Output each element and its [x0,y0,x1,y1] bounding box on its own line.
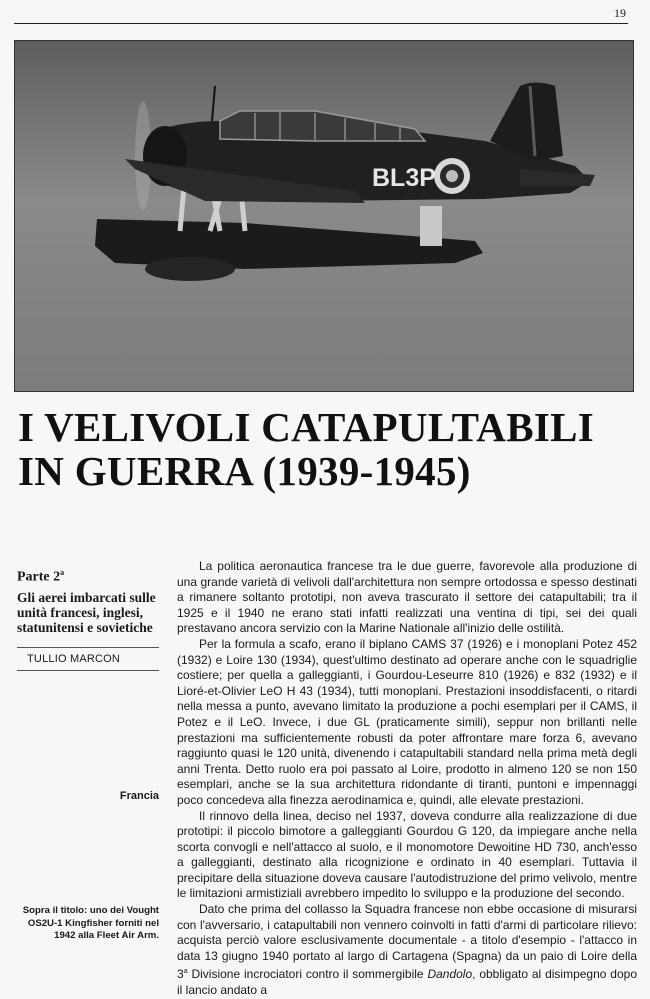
paragraph-1: La politica aeronautica francese tra le due guerre, favorevole alla produzione di una grande varietà di velivoli dall'architettura non sempre ortodossa e spesso destinati a rimanere soltanto prototipi, non aveva trascurato il settore dei catapultabili; tra il 1925 e il 1940 ne erano stati infatti realizzati una ventina di tipi, sei dei quali prestavano ancora servizio con la Marine Nationale all'inizio delle ostilità. [177,559,637,636]
paragraph-4-superscript: a [183,968,188,976]
aircraft-marking: BL3P [372,164,436,192]
paragraph-4-part-c: , obbligato al disimpegno dopo il lancio andato a [177,967,637,998]
title-line-2: IN GUERRA (1939-1945) [18,448,471,494]
paragraph-3: Il rinnovo della linea, deciso nel 1937, doveva condurre alla realizzazione di due prototipi: il piccolo bimotore a galleggianti Gourdou G 120, da impiegare anche nella scorta convogli e nell'attacco al suolo, e il monomotore Dewoitine HD 730, anch'esso a galleggianti, destinato alla ricognizione e ordinato in 40 esemplari. Tuttavia il precipitare della situazione doveva causare l'autodistruzione del primo velivolo, mentre le limitazioni armistiziali avrebbero impedito lo sviluppo e la produzione del secondo. [177,808,637,901]
part-text: Parte 2 [17,569,61,585]
aircraft-photo [14,40,634,392]
rear-strut [420,206,442,246]
photo-caption: Sopra il titolo: uno dei Vought OS2U-1 Kingfisher forniti nel 1942 alla Fleet Air Arm. [22,905,159,942]
author-byline: TULLIO MARCON [17,647,159,671]
sidebar [17,565,159,671]
subtitle: Gli aerei imbarcati sulle unità francesi, inglesi, statunitensi e sovietiche [17,589,156,635]
title-line-1: I VELIVOLI CATAPULTABILI [18,404,594,450]
part-superscript: a [60,568,65,577]
article-body [177,559,637,999]
section-heading: Francia [119,790,159,802]
paragraph-4 [177,902,637,999]
seaplane-illustration [15,41,633,391]
submarine-name: Dandolo [427,967,473,982]
paragraph-4-part-b: Divisione incrociatori contro il sommergibile [187,967,428,982]
header-rule [14,23,628,24]
paragraph-4-part-a: Dato che prima del collasso la Squadra francese non ebbe occasione di misurarsi con l'avversario, i catapultabili non vennero coinvolti in fatti d'armi di particolare rilievo: acquista perciò valore esclusivamente documentale - a titolo d'esempio - l'attacco in data 13 giugno 1940 portato al largo di Cartagena (Spagna) da un paio di Loire della 3 [177,902,637,982]
wingtip-float [145,257,235,281]
article-title [18,405,638,493]
part-label [17,565,159,586]
roundel-inner [446,170,458,182]
paragraph-2: Per la formula a scafo, erano il biplano CAMS 37 (1926) e i monoplani Potez 452 (1932) e Loire 130 (1934), quest'ultimo destinato ad operare anche con le squadriglie costiere; per quella a galleggianti, i Gourdou-Leseurre 810 (1926) e 832 (1932) e il Lioré-et-Olivier LeO H 43 (1934), tutti monoplani. Prestazioni insoddisfacenti, o ritardi nella messa a punto, avevano limitato la produzione a pochi esemplari per il CAMS, il Potez e il LeO. Invece, i due GL (praticamente simili), seppur non brillanti nelle prestazioni ma sufficientemente robusti da poter affrontare mare forza 6, avevano raggiunto quasi le 120 unità, divenendo i catapultabili standard nella prima metà degli anni Trenta. Detto ruolo era poi passato al Loire, prodotto in almeno 120 se non 150 esemplari, anche se la sua architettura ridondante di tiranti, puntoni e impennaggi poco concedeva alla finezza aerodinamica e, quindi, alle elevate prestazioni. [177,636,637,807]
page-number: 19 [614,6,626,20]
